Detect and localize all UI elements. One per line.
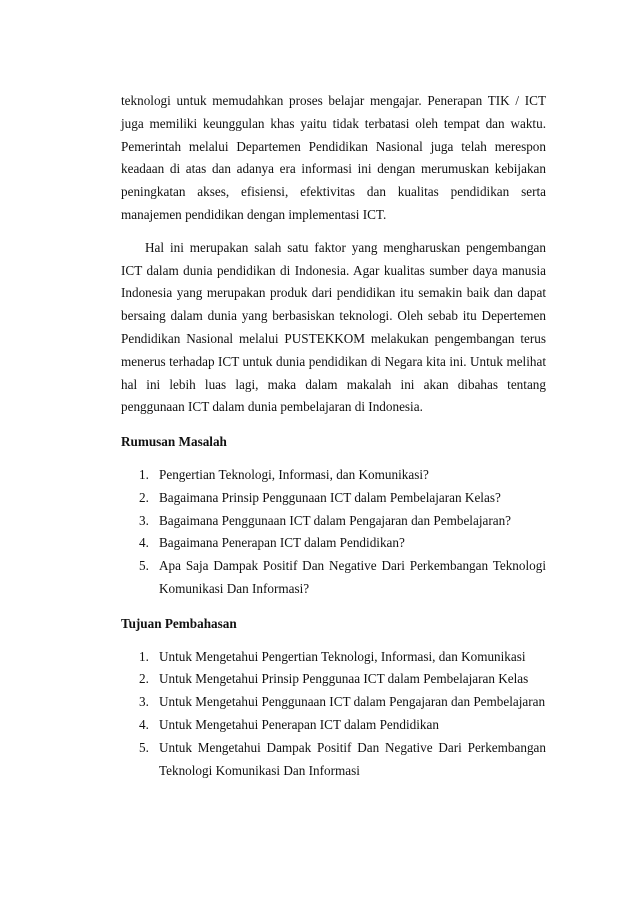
list-number: 4. bbox=[139, 716, 149, 732]
list-item-text: Bagaimana Penggunaan ICT dalam Pengajaran dan Pembelajaran? bbox=[159, 512, 512, 528]
list-item bbox=[121, 510, 546, 533]
list-item bbox=[121, 737, 546, 783]
list-item bbox=[121, 555, 546, 601]
list-item-text: Untuk Mengetahui Dampak Positif Dan Negative Dari Perkembangan Teknologi Komunikasi Dan Informasi bbox=[159, 739, 546, 778]
list-item-text: Bagaimana Penerapan ICT dalam Pendidikan? bbox=[159, 535, 405, 551]
list-item-text: Pengertian Teknologi, Informasi, dan Komunikasi? bbox=[159, 466, 429, 482]
list-item bbox=[121, 532, 546, 555]
list-item-text: Bagaimana Prinsip Penggunaan ICT dalam Pembelajaran Kelas? bbox=[159, 489, 501, 505]
list-number: 3. bbox=[139, 694, 149, 710]
paragraph-1: teknologi untuk memudahkan proses belajar mengajar. Penerapan TIK / ICT juga memiliki keunggulan khas yaitu tidak terbatasi oleh tempat dan waktu. Pemerintah melalui Departemen Pendidikan Nasional juga telah merespon keadaan di atas dan adanya era informasi ini dengan merumuskan kebijakan peningkatan akses, efisiensi, efektivitas dan kualitas pendidikan serta manajemen pendidikan dengan implementasi ICT. bbox=[121, 93, 546, 222]
list-number: 2. bbox=[139, 671, 149, 687]
list-item bbox=[121, 646, 546, 669]
list-number: 5. bbox=[139, 558, 149, 574]
list-item-text: Untuk Mengetahui Prinsip Penggunaa ICT dalam Pembelajaran Kelas bbox=[159, 671, 529, 687]
list-item bbox=[121, 668, 546, 691]
list-item-text: Untuk Mengetahui Penerapan ICT dalam Pendidikan bbox=[159, 716, 439, 732]
list-number: 4. bbox=[139, 535, 149, 551]
list-number: 1. bbox=[139, 466, 149, 482]
list-number: 1. bbox=[139, 648, 149, 664]
paragraph-2: Hal ini merupakan salah satu faktor yang mengharuskan pengembangan ICT dalam dunia pendidikan di Indonesia. Agar kualitas sumber daya manusia Indonesia yang merupakan produk dari pendidikan itu semakin baik dan dapat bersaing dalam dunia yang berbasiskan teknologi. Oleh sebab itu Depertemen Pendidikan Nasional melalui PUSTEKKOM melakukan pengembangan terus menerus terhadap ICT untuk dunia pendidikan di Negara kita ini. Untuk melihat hal ini lebih luas lagi, maka dalam makalah ini akan dibahas tentang penggunaan ICT dalam dunia pembelajaran di Indonesia. bbox=[121, 239, 546, 415]
list-item-text: Untuk Mengetahui Pengertian Teknologi, Informasi, dan Komunikasi bbox=[159, 648, 526, 664]
heading-rumusan-masalah: Rumusan Masalah bbox=[121, 434, 227, 450]
list-number: 5. bbox=[139, 739, 149, 755]
list-item bbox=[121, 464, 546, 487]
tujuan-list bbox=[121, 646, 546, 783]
list-item bbox=[121, 714, 546, 737]
list-item bbox=[121, 691, 546, 714]
list-item-text: Untuk Mengetahui Penggunaan ICT dalam Pengajaran dan Pembelajaran bbox=[159, 694, 546, 710]
rumusan-list bbox=[121, 464, 546, 601]
list-number: 2. bbox=[139, 489, 149, 505]
heading-tujuan-pembahasan: Tujuan Pembahasan bbox=[121, 615, 237, 631]
list-item bbox=[121, 487, 546, 510]
list-number: 3. bbox=[139, 512, 149, 528]
page-body bbox=[121, 90, 546, 782]
list-item-text: Apa Saja Dampak Positif Dan Negative Dari Perkembangan Teknologi Komunikasi Dan Informasi? bbox=[159, 558, 546, 596]
